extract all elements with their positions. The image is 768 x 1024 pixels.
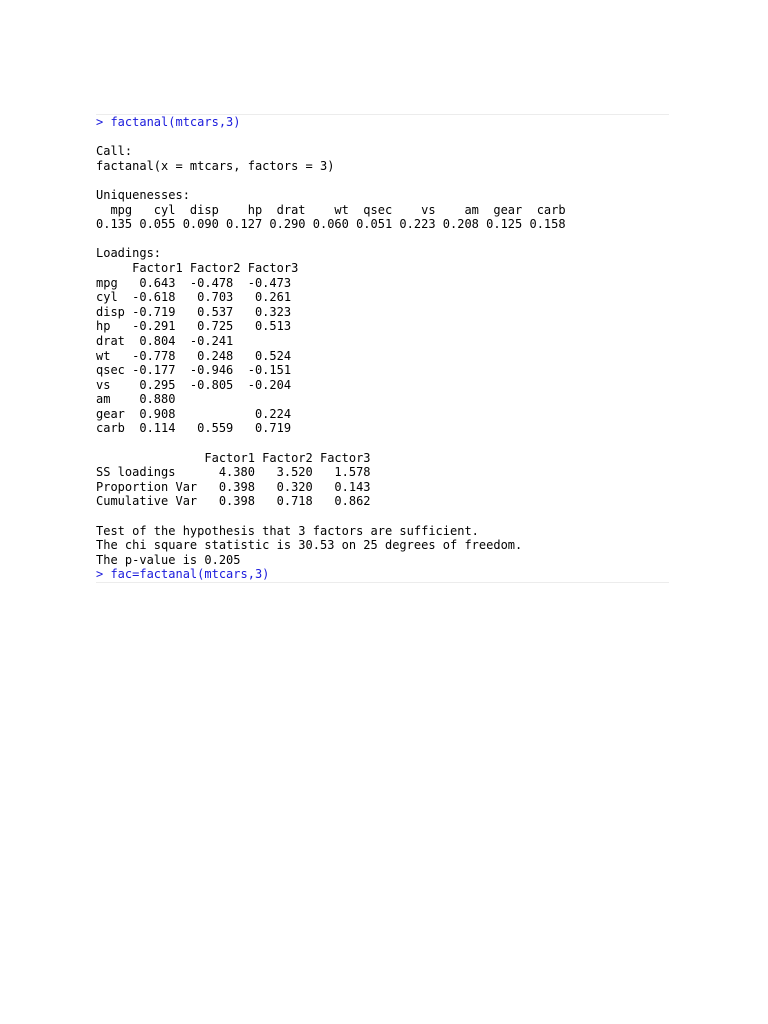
p-value-text: The p-value is 0.205: [96, 552, 248, 567]
uniquenesses-header: mpg cyl disp hp drat wt qsec vs am gear carb: [96, 202, 573, 217]
uniquenesses-values: 0.135 0.055 0.090 0.127 0.290 0.060 0.051 0.223 0.208 0.125 0.158: [96, 217, 573, 232]
loadings-row: disp -0.719 0.537 0.323: [96, 304, 299, 319]
output-line-blank: [96, 173, 669, 188]
uniquenesses-label: Uniquenesses:: [96, 187, 190, 202]
variance-row: SS loadings 4.380 3.520 1.578: [96, 465, 371, 480]
loadings-row: carb 0.114 0.559 0.719: [96, 421, 299, 436]
chi-square-text: The chi square statistic is 30.53 on 25 degrees of freedom.: [96, 538, 523, 553]
loadings-row: drat 0.804 -0.241: [96, 333, 299, 348]
command-line: > factanal(mtcars,3): [96, 115, 241, 129]
loadings-row: hp -0.291 0.725 0.513: [96, 319, 299, 334]
loadings-row: cyl -0.618 0.703 0.261: [96, 290, 299, 305]
hypothesis-text: Test of the hypothesis that 3 factors are sufficient.: [96, 523, 479, 538]
output-line-blank: [96, 509, 669, 524]
output-line-blank: [96, 232, 669, 247]
loadings-row: qsec -0.177 -0.946 -0.151: [96, 363, 299, 378]
output-line-blank: [96, 130, 669, 145]
call-text: factanal(x = mtcars, factors = 3): [96, 158, 335, 173]
loadings-row: gear 0.908 0.224: [96, 406, 299, 421]
loadings-row: mpg 0.643 -0.478 -0.473: [96, 275, 299, 290]
variance-row: Cumulative Var 0.398 0.718 0.862: [96, 494, 371, 509]
loadings-row: vs 0.295 -0.805 -0.204: [96, 377, 299, 392]
variance-row: Proportion Var 0.398 0.320 0.143: [96, 479, 371, 494]
output-line-blank: [96, 436, 669, 451]
loadings-row: wt -0.778 0.248 0.524: [96, 348, 299, 363]
loadings-header: Factor1 Factor2 Factor3: [96, 260, 299, 275]
call-label: Call:: [96, 144, 133, 159]
bottom-divider: [96, 582, 669, 583]
loadings-row: am 0.880: [96, 392, 299, 407]
variance-header: Factor1 Factor2 Factor3: [96, 450, 371, 465]
command-line: > fac=factanal(mtcars,3): [96, 567, 270, 582]
r-console[interactable]: [96, 114, 669, 583]
loadings-label: Loadings:: [96, 246, 162, 261]
